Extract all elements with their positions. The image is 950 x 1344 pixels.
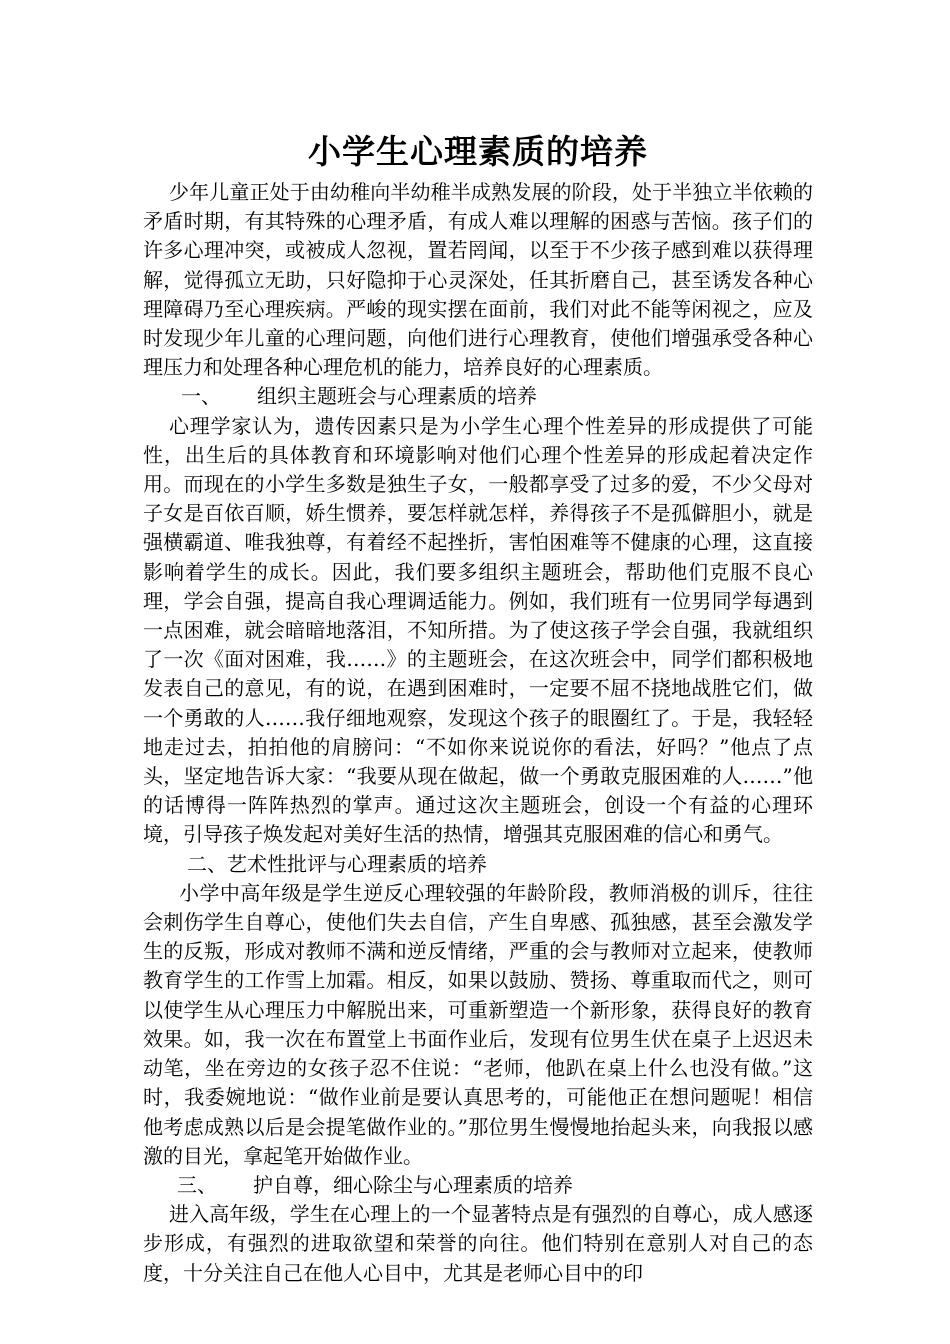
section-1-heading (143, 382, 813, 411)
section-2-heading (143, 850, 813, 879)
section-2-body: 小学中高年级是学生逆反心理较强的年龄阶段，教师消极的训斥，往往会刺伤学生自尊心，使他们失去自信，产生自卑感、孤独感，甚至会激发学生的反叛，形成对教师不满和逆反情绪，严重的会与教师对立起来，使教师教育学生的工作雪上加霜。相反，如果以鼓励、赞扬、尊重取而代之，则可以使学生从心理压力中解脱出来，可重新塑造一个新形象，获得良好的教育效果。如，我一次在布置堂上书面作业后，发现有位男生伏在桌子上迟迟未动笔，坐在旁边的女孩子忍不住说：“老师，他趴在桌上什么也没有做。”这时，我委婉地说：“做作业前是要认真思考的，可能他正在想问题呢！相信他考虑成熟以后是会提笔做作业的。”那位男生慢慢地抬起头来，向我报以感激的目光，拿起笔开始做作业。 (143, 880, 813, 1168)
section-1-number: 一、 (181, 384, 221, 409)
section-1-body: 心理学家认为，遗传因素只是为小学生心理个性差异的形成提供了可能性，出生后的具体教育和环境影响对他们心理个性差异的形成起着决定作用。而现在的小学生多数是独生子女，一般都享受了过多的爱，不少父母对子女是百依百顺，娇生惯养，要怎样就怎样，养得孩子不是孤僻胆小，就是强横霸道、唯我独尊，有着经不起挫折，害怕困难等不健康的心理，这直接影响着学生的成长。因此，我们要多组织主题班会，帮助他们克服不良心理，学会自强，提高自我心理调适能力。例如，我们班有一位男同学每遇到一点困难，就会暗暗地落泪，不知所措。为了使这孩子学会自强，我就组织了一次《面对困难，我……》的主题班会，在这次班会中，同学们都积极地发表自己的意见，有的说，在遇到困难时，一定要不屈不挠地战胜它们，做一个勇敢的人……我仔细地观察，发现这个孩子的眼圈红了。于是，我轻轻地走过去，拍拍他的肩膀问：“不如你来说说你的看法，好吗？”他点了点头，坚定地告诉大家：“我要从现在做起，做一个勇敢克服困难的人……”他的话博得一阵阵热烈的掌声。通过这次主题班会，创设一个有益的心理环境，引导孩子焕发起对美好生活的热情，增强其克服困难的信心和勇气。 (143, 413, 813, 847)
section-2-number: 二、 (187, 851, 227, 876)
intro-paragraph: 少年儿童正处于由幼稚向半幼稚半成熟发展的阶段，处于半独立半依赖的矛盾时期，有其特殊的心理矛盾，有成人难以理解的困惑与苦恼。孩子们的许多心理冲突，或被成人忽视，置若罔闻，以至于不少孩子感到难以获得理解，觉得孤立无助，只好隐抑于心灵深处，任其折磨自己，甚至诱发各种心理障碍乃至心理疾病。严峻的现实摆在面前，我们对此不能等闲视之，应及时发现少年儿童的心理问题，向他们进行心理教育，使他们增强承受各种心理压力和处理各种心理危机的能力，培养良好的心理素质。 (143, 180, 813, 380)
document-page (143, 128, 813, 1288)
section-3-heading (143, 1171, 813, 1200)
section-2-title: 艺术性批评与心理素质的培养 (227, 851, 487, 876)
section-3-body: 进入高年级，学生在心理上的一个显著特点是有强烈的自尊心，成人感逐步形成，有强烈的进取欲望和荣誉的向往。他们特别在意别人对自己的态度，十分关注自己在他人心目中，尤其是老师心目中的印 (143, 1202, 813, 1285)
section-3-title: 护自尊，细心除尘与心理素质的培养 (253, 1172, 573, 1197)
section-3-number: 三、 (177, 1172, 217, 1197)
document-title: 小学生心理素质的培养 (308, 132, 648, 171)
section-1-title: 组织主题班会与心理素质的培养 (257, 384, 537, 409)
